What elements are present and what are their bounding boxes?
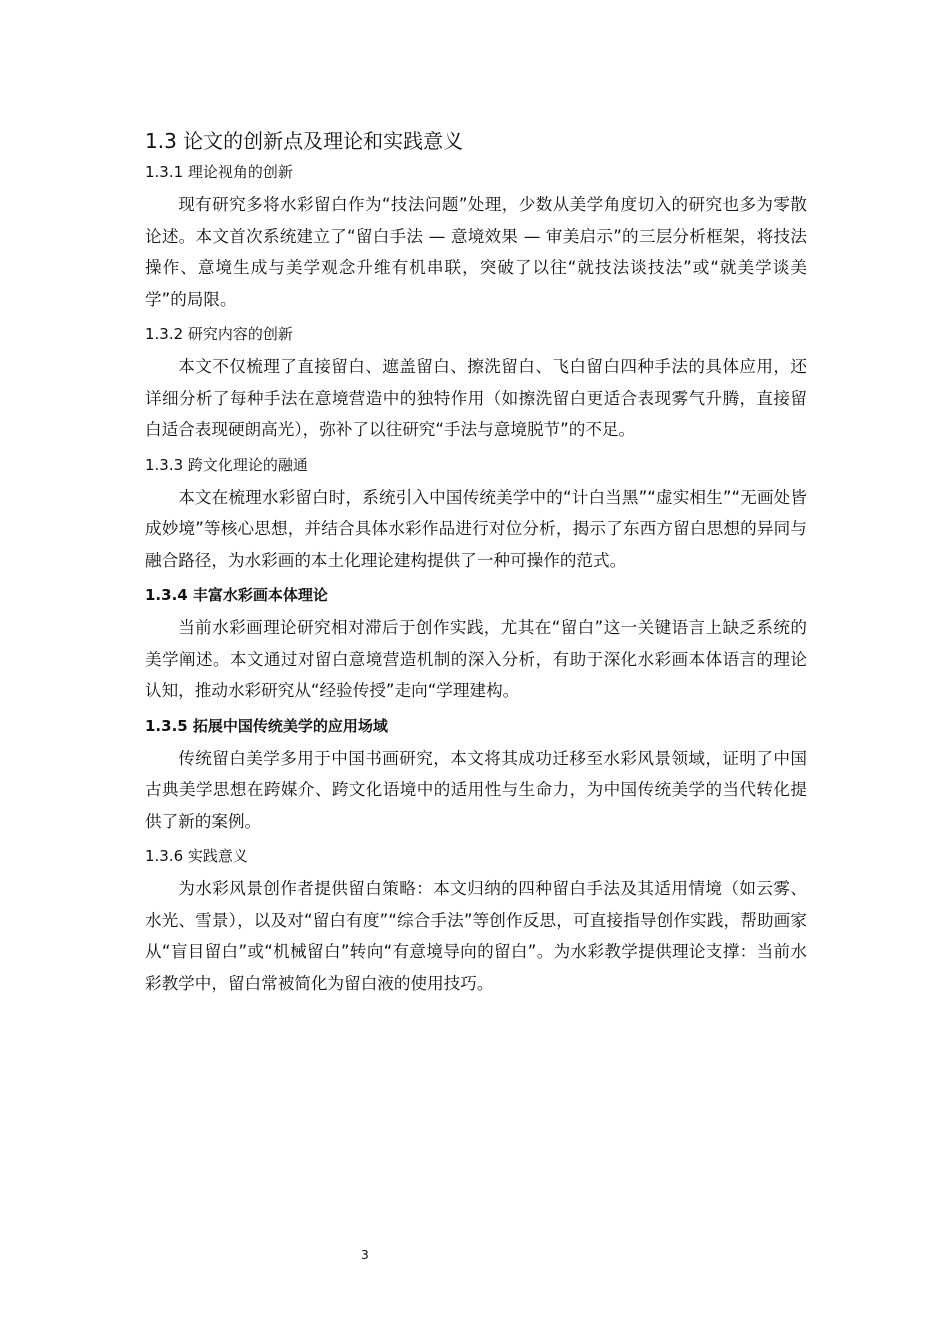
- section-title: 1.3 论文的创新点及理论和实践意义: [145, 129, 464, 153]
- subsection-1-3-6: [145, 843, 807, 999]
- paragraph: 本文在梳理水彩留白时，系统引入中国传统美学中的“计白当黑”“虚实相生”“无画处皆成妙境”等核心思想，并结合具体水彩作品进行对位分析，揭示了东西方留白思想的异同与融合路径，为水彩画的本土化理论建构提供了一种可操作的范式。: [145, 487, 807, 570]
- subsection-heading: 1.3.2 研究内容的创新: [145, 325, 293, 343]
- subsection-1-3-5: [145, 713, 807, 838]
- paragraph: 本文不仅梳理了直接留白、遮盖留白、擦洗留白、飞白留白四种手法的具体应用，还详细分析了每种手法在意境营造中的独特作用（如擦洗留白更适合表现雾气升腾，直接留白适合表现硬朗高光），弥补了以往研究“手法与意境脱节”的不足。: [145, 357, 807, 439]
- paragraph: 当前水彩画理论研究相对滞后于创作实践，尤其在“留白”这一关键语言上缺乏系统的美学阐述。本文通过对留白意境营造机制的深入分析，有助于深化水彩画本体语言的理论认知，推动水彩研究从“经验传授”走向“学理建构。: [145, 618, 807, 700]
- subsection-heading: 1.3.5 拓展中国传统美学的应用场域: [145, 716, 388, 735]
- paragraph: 为水彩风景创作者提供留白策略：本文归纳的四种留白手法及其适用情境（如云雾、水光、雪景），以及对“留白有度”“综合手法”等创作反思，可直接指导创作实践，帮助画家从“盲目留白”或“机械留白”转向“有意境导向的留白”。为水彩教学提供理论支撑：当前水彩教学中，留白常被简化为留白液的使用技巧。: [145, 879, 807, 993]
- subsection-heading: 1.3.4 丰富水彩画本体理论: [145, 586, 328, 604]
- subsection-heading: 1.3.1 理论视角的创新: [145, 163, 293, 181]
- page-number: 3: [361, 1248, 369, 1262]
- subsection-1-3-4: [145, 582, 807, 707]
- paper-page: [145, 125, 807, 1005]
- paragraph: 现有研究多将水彩留白作为“技法问题”处理，少数从美学角度切入的研究也多为零散论述。本文首次系统建立了“留白手法 — 意境效果 — 审美启示”的三层分析框架，将技法操作、意境生成与美学观念升维有机串联，突破了以往“就技法谈技法”或“就美学谈美学”的局限。: [145, 195, 807, 309]
- subsection-heading: 1.3.6 实践意义: [145, 847, 248, 865]
- subsection-1-3-1: [145, 159, 807, 315]
- paragraph: 传统留白美学多用于中国书画研究，本文将其成功迁移至水彩风景领域，证明了中国古典美学思想在跨媒介、跨文化语境中的适用性与生命力，为中国传统美学的当代转化提供了新的案例。: [145, 748, 807, 831]
- subsection-heading: 1.3.3 跨文化理论的融通: [145, 455, 308, 474]
- subsection-1-3-3: [145, 452, 807, 577]
- subsection-1-3-2: [145, 321, 807, 446]
